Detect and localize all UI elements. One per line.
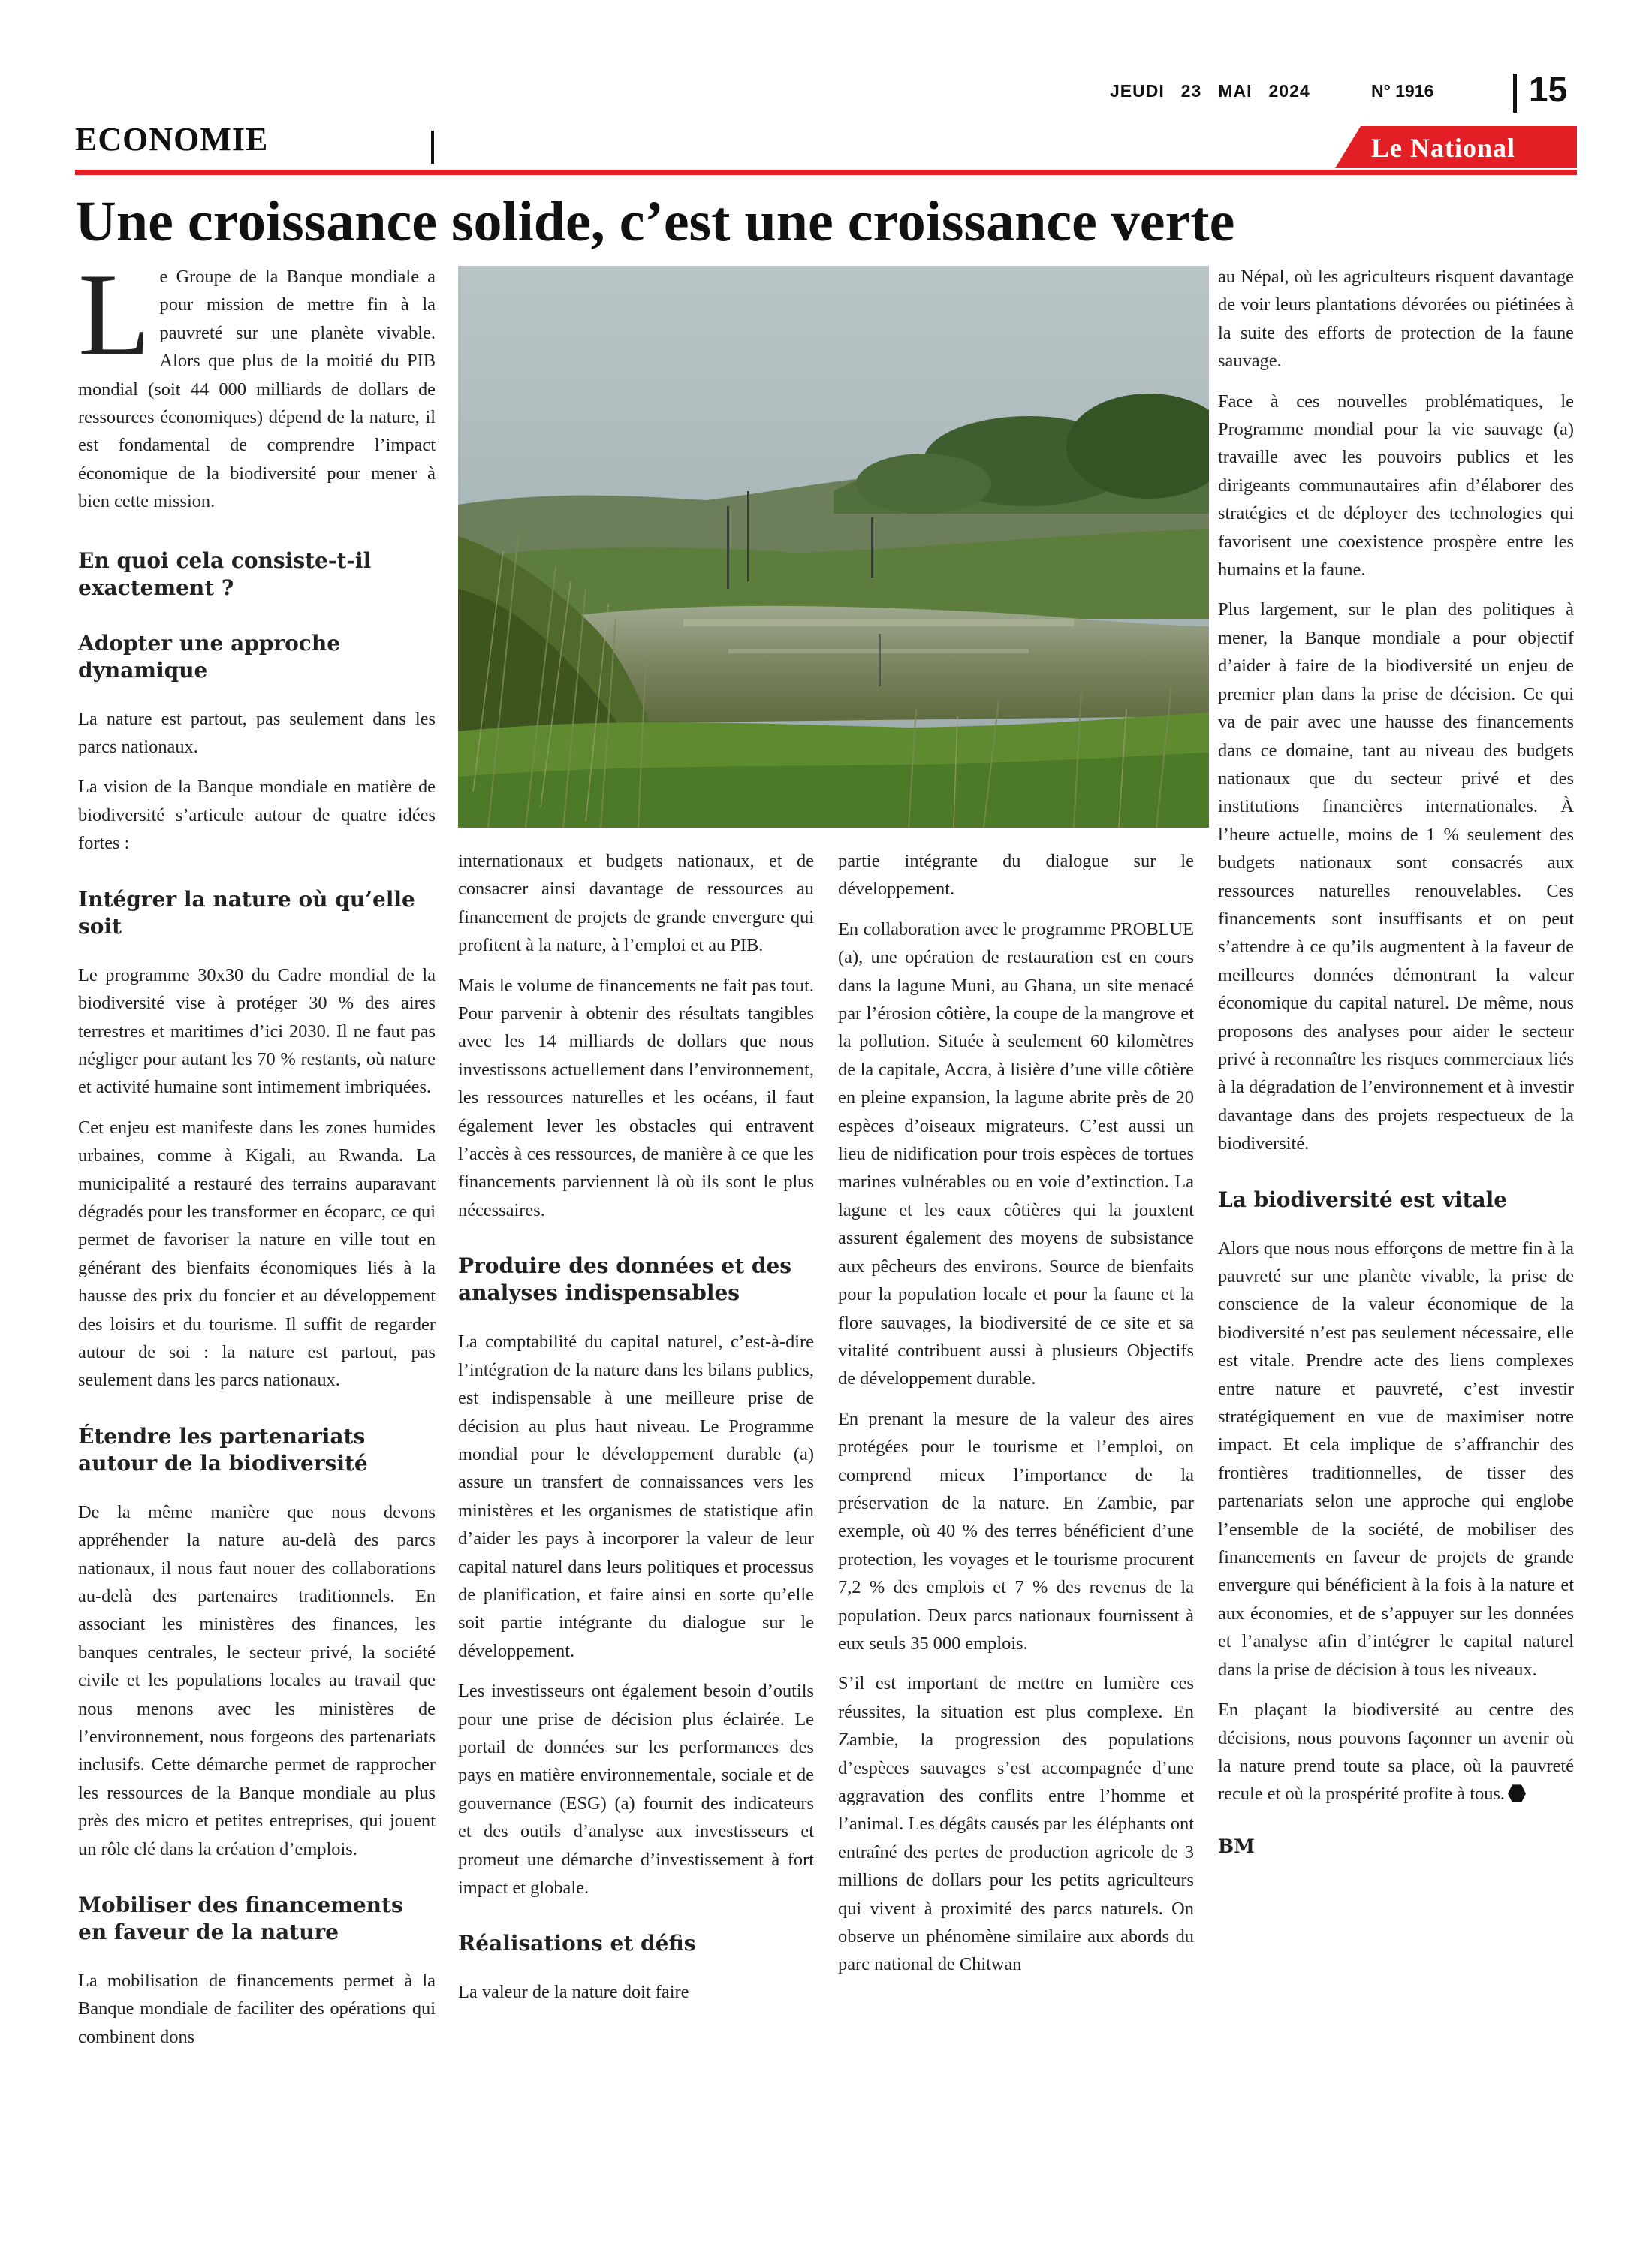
paragraph: Face à ces nouvelles problématiques, le Programme mondial pour la vie sauvage (a) travaille avec les pouvoirs publics et les dirigeants communautaires afin d’élaborer des stratégies et de déployer des technologies qui favorisent une coexistence prospère entre les humains et la faune. (1218, 391, 1574, 581)
issue-date (1110, 81, 1327, 101)
subheading-realisations: Réalisations et défis (458, 1931, 696, 1956)
paragraph: Mais le volume de financements ne fait pas tout. Pour parvenir à obtenir des résultats tangibles avec les 14 milliards de dollars que nous investissons actuellement dans l’environnement, les ressources naturelles et les océans, il faut également lever les obstacles qui entravent l’accès à ces ressources, de manière à ce que les financements parviennent là où ils sont le plus nécessaires. (458, 975, 814, 1220)
subheading-en-quoi: En quoi cela consiste-t-il exactement ? (78, 547, 372, 600)
newspaper-name: Le National (1371, 133, 1516, 163)
drop-cap: L (78, 249, 151, 381)
paragraph: partie intégrante du dialogue sur le développement. (838, 851, 1194, 900)
page-number-divider (1513, 74, 1517, 113)
paragraph: De la même manière que nous devons appréhender la nature au-delà des parcs nationaux, il nous faut nouer des collaborations au-delà des partenaires traditionnels. En associant les ministères des finances, les banques centrales, le secteur privé, la société civile et les populations locales au travail que nous menons avec les ministères de l’environnement, nous forgeons des partenariats inclusifs. Cette démarche permet de rapprocher les ressources de la Banque mondiale au plus près des micro et petites entreprises, qui jouent un rôle clé dans la création d’emplois. (78, 1501, 436, 1859)
article-column-3 (838, 847, 1194, 1991)
issue-number: N° 1916 (1371, 81, 1434, 101)
article-column-2 (458, 847, 814, 2019)
date-number: 23 (1180, 81, 1202, 101)
lead-paragraph: Le Groupe de la Banque mondiale a pour mission de mettre fin à la pauvreté sur une planète vivable. Alors que plus de la moitié du PIB mondial (soit 44 000 milliards de dollars de ressources économiques) dépend de la nature, il est fondamental de comprendre l’impact économique de la biodiversité pour mener à bien cette mission. (78, 249, 436, 512)
section-title: ECONOMIE (75, 121, 269, 158)
article-photo (458, 266, 1209, 828)
paragraph: La nature est partout, pas seulement dans les parcs nationaux. (78, 708, 436, 758)
subheading-donnees: Produire des données et des analyses indispensables (458, 1253, 792, 1306)
paragraph: au Népal, où les agriculteurs risquent davantage de voir leurs plantations dévorées ou piétinées à la suite des efforts de protection de la faune sauvage. (1218, 267, 1574, 372)
subheading-integrer: Intégrer la nature où qu’elle soit (78, 886, 415, 939)
paragraph: Alors que nous nous efforçons de mettre fin à la pauvreté sur une planète vivable, la prise de conscience de la valeur économique de la biodiversité n’est pas seulement nécessaire, elle est vitale. Prendre acte des liens complexes entre nature et pauvreté, c’est investir stratégiquement en vue de maximiser notre impact. Et cela implique de s’affranchir des frontières traditionnelles, de tisser des partenariats selon une approche qui englobe l’ensemble de la société, de mobiliser des financements en faveur de projets de grande envergure qui bénéficient à la fois à la nature et aux économies, et de s’appuyer sur les données et l’analyse afin d’intégrer le capital naturel dans la prise de décision à tous les niveaux. (1218, 1238, 1574, 1680)
date-day: JEUDI (1110, 81, 1165, 101)
page-number: 15 (1529, 70, 1568, 109)
final-paragraph: En plaçant la biodiversité au centre des décisions, nous pouvons façonner un avenir où la nature prend toute sa place, où la pauvreté recule et où la prospérité profite à tous. (1218, 1700, 1574, 1805)
paragraph: En collaboration avec le programme PROBLUE (a), une opération de restauration est en cours dans la lagune Muni, au Ghana, un site menacé par l’érosion côtière, la coupe de la mangrove et la pollution. Située à seulement 60 kilomètres de la capitale, Accra, à lisière d’une ville côtière en pleine expansion, la lagune abrite près de 20 espèces d’oiseaux migrateurs. C’est aussi un lieu de nidification pour trois espèces de tortues marines vulnérables ou en voie d’extinction. La lagune et les eaux côtières qui la jouxtent assurent également des moyens de subsistance aux pêcheurs des environs. Source de bienfaits pour la population locale et pour la faune et la flore sauvages, la biodiversité de ce site et sa vitalité contribuent aussi à plusieurs Objectifs de développement durable. (838, 918, 1194, 1389)
subheading-approche: Adopter une approche dynamique (78, 630, 341, 683)
subheading-partenariats: Étendre les partenariats autour de la biodiversité (78, 1423, 368, 1476)
date-year: 2024 (1268, 81, 1310, 101)
section-divider (431, 131, 434, 164)
end-of-article-icon (1508, 1784, 1526, 1802)
paragraph: La mobilisation de financements permet à la Banque mondiale de faciliter des opérations qui combinent dons (78, 1971, 436, 2047)
article-column-4 (1218, 263, 1574, 1860)
subheading-financements: Mobiliser des financements en faveur de la nature (78, 1893, 403, 1945)
author-signature: BM (1218, 1835, 1255, 1857)
header-rule (75, 170, 1577, 175)
paragraph: La vision de la Banque mondiale en matière de biodiversité s’articule autour de quatre idées fortes : (78, 777, 436, 854)
article-title: Une croissance solide, c’est une croissance verte (75, 190, 1235, 253)
paragraph: Cet enjeu est manifeste dans les zones humides urbaines, comme à Kigali, au Rwanda. La municipalité a restauré des terrains auparavant dégradés pour les transformer en écoparc, ce qui permet de favoriser la nature en ville tout en générant des bienfaits économiques liés à la hausse des prix du foncier et au développement des loisirs et du tourisme. Il suffit de regarder autour de soi : la nature est partout, pas seulement dans les parcs nationaux. (78, 1117, 436, 1391)
paragraph: En prenant la mesure de la valeur des aires protégées pour le tourisme et l’emploi, on comprend mieux l’importance de la préservation de la nature. En Zambie, par exemple, où 40 % des terres bénéficient d’une protection, les voyages et le tourisme procurent 7,2 % des emplois et 7 % des revenus de la population. Deux parcs nationaux fournissent à eux seuls 35 000 emplois. (838, 1408, 1194, 1654)
paragraph: Le programme 30x30 du Cadre mondial de la biodiversité vise à protéger 30 % des aires terrestres et maritimes d’ici 2030. Il ne faut pas négliger pour autant les 70 % restants, où nature et activité humaine sont intimement imbriquées. (78, 964, 436, 1098)
date-month: MAI (1218, 81, 1253, 101)
paragraph: internationaux et budgets nationaux, et de consacrer ainsi davantage de ressources au financement de projets de grande envergure qui profitent à la nature, à l’emploi et au PIB. (458, 851, 814, 956)
paragraph: Les investisseurs ont également besoin d’outils pour une prise de décision plus éclairée. Le portail de données sur les performances des pays en matière environnementale, sociale et de gouvernance (ESG) (a) fournit des indicateurs et des outils d’analyse aux investisseurs et promeut une démarche d’investissement à fort impact et globale. (458, 1681, 814, 1898)
subheading-vitale: La biodiversité est vitale (1218, 1187, 1508, 1212)
paragraph: La comptabilité du capital naturel, c’est-à-dire l’intégration de la nature dans les bilans publics, est indispensable à une meilleure prise de décision au plus haut niveau. Le Programme mondial pour le développement durable (a) assure un transfert de connaissances vers les ministères et les organismes de statistique afin d’aider les pays à incorporer la valeur de leur capital naturel dans leurs politiques et processus de planification, et faire ainsi en sorte qu’elle soit partie intégrante du dialogue sur le développement. (458, 1332, 814, 1661)
article-column-1 (78, 249, 436, 2063)
paragraph: La valeur de la nature doit faire (458, 1982, 689, 2003)
paragraph: Plus largement, sur le plan des politiques à mener, la Banque mondiale a pour objectif d’aider à faire de la biodiversité un enjeu de premier plan dans la prise de décision. Ce qui va de pair avec une hausse des financements dans ce domaine, tant au niveau des budgets nationaux que du secteur privé et des institutions financières internationales. À l’heure actuelle, moins de 1 % seulement des budgets nationaux sont consacrés aux ressources naturelles renouvelables. Ces financements sont insuffisants et on peut s’attendre à ce qu’ils augmentent à la faveur de meilleures données démontrant la valeur économique du capital naturel. De même, nous proposons des analyses pour aider le secteur privé à reconnaître les risques commerciaux liés à la dégradation de l’environnement et à investir davantage dans des projets respectueux de la biodiversité. (1218, 599, 1574, 1154)
paragraph: S’il est important de mettre en lumière ces réussites, la situation est plus complexe. En Zambie, la progression des populations d’espèces sauvages s’est accompagnée d’une aggravation des conflits entre l’homme et l’animal. Les dégâts causés par les éléphants ont entraîné des pertes de production agricole de 3 millions de dollars pour les petits agriculteurs qui vivent à proximité des parcs naturels. On observe un phénomène similaire aux abords du parc national de Chitwan (838, 1673, 1194, 1975)
